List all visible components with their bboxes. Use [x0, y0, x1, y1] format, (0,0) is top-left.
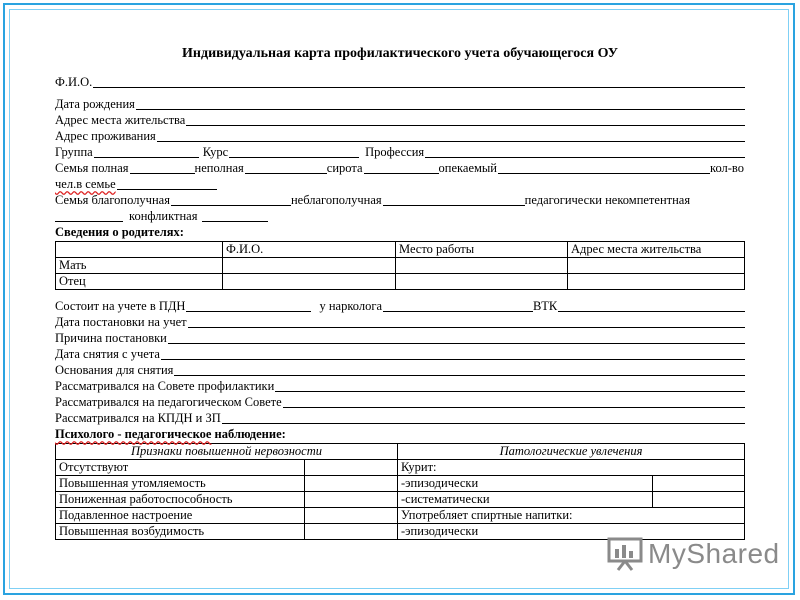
table-cell[interactable]	[223, 274, 396, 290]
conflict-row	[55, 208, 745, 224]
grounds-label: Основания для снятия	[55, 363, 174, 377]
birth-row	[55, 96, 745, 112]
date-reg-label: Дата постановки на учет	[55, 315, 187, 329]
table-cell[interactable]	[305, 492, 398, 508]
table-cell[interactable]	[396, 258, 568, 274]
reason-line[interactable]	[168, 331, 745, 344]
page-title: Индивидуальная карта профилактического учета обучающегося ОУ	[182, 46, 618, 61]
family-full-label: Семья полная	[55, 161, 129, 175]
watermark-logo	[606, 537, 780, 571]
pdn-line[interactable]	[186, 299, 311, 312]
profession-line[interactable]	[425, 145, 745, 158]
date-reg-row	[55, 314, 745, 330]
observation-table	[55, 443, 745, 540]
council-prev-line[interactable]	[275, 379, 745, 392]
date-reg-line[interactable]	[188, 315, 745, 328]
incompetent-label: педагогически некомпетентная	[524, 193, 691, 207]
table-cell: Повышенная утомляемость	[56, 476, 305, 492]
orphan-label: сирота	[326, 161, 363, 175]
course-label: Курс	[202, 145, 229, 159]
living-line[interactable]	[157, 129, 745, 142]
family-full-line[interactable]	[130, 161, 195, 174]
table-cell[interactable]	[305, 524, 398, 540]
fio-label: Ф.И.О.	[55, 75, 93, 89]
watermark-text: MyShared	[648, 538, 780, 569]
living-row	[55, 128, 745, 144]
persons-label: чел.в семье	[55, 177, 116, 191]
residence-label: Адрес места жительства	[55, 113, 186, 127]
table-cell[interactable]	[568, 258, 745, 274]
council-ped-line[interactable]	[283, 395, 745, 408]
table-cell: Отец	[56, 274, 223, 290]
conflict-label: конфликтная	[129, 209, 198, 223]
incompetent-line[interactable]	[55, 209, 123, 222]
residence-row	[55, 112, 745, 128]
observation-heading-b: наблюдение:	[211, 427, 286, 441]
table-cell: Подавленное настроение	[56, 508, 305, 524]
course-line[interactable]	[229, 145, 359, 158]
parents-heading-row	[55, 224, 745, 240]
narcologist-line[interactable]	[383, 299, 533, 312]
table-row	[56, 508, 745, 524]
table-cell: Повышенная возбудимость	[56, 524, 305, 540]
guardian-label: опекаемый	[438, 161, 497, 175]
date-removed-line[interactable]	[161, 347, 745, 360]
conflict-line[interactable]	[202, 209, 268, 222]
count-label: кол-во	[710, 161, 744, 175]
orphan-line[interactable]	[364, 161, 439, 174]
table-header: Адрес места жительства	[568, 242, 745, 258]
date-removed-label: Дата снятия с учета	[55, 347, 160, 361]
kdn-row	[55, 410, 745, 426]
residence-line[interactable]	[186, 113, 745, 126]
council-ped-label: Рассматривался на педагогическом Совете	[55, 395, 282, 409]
vtk-label: ВТК	[533, 299, 558, 313]
table-cell: Пониженная работоспособность	[56, 492, 305, 508]
table-cell: Курит:	[398, 460, 745, 476]
document	[55, 42, 745, 540]
fio-row	[55, 74, 745, 90]
group-line[interactable]	[94, 145, 199, 158]
reason-row	[55, 330, 745, 346]
parents-heading: Сведения о родителях:	[55, 225, 184, 239]
table-row	[56, 460, 745, 476]
pdn-row	[55, 298, 745, 314]
persons-row	[55, 176, 745, 192]
grounds-row	[55, 362, 745, 378]
family-row	[55, 160, 745, 176]
table-header: Патологические увлечения	[398, 444, 745, 460]
kdn-label: Рассматривался на КПДН и ЗП	[55, 411, 221, 425]
reason-label: Причина постановки	[55, 331, 167, 345]
pdn-label: Состоит на учете в ПДН	[55, 299, 186, 313]
table-row	[56, 258, 745, 274]
table-cell: Употребляет спиртные напитки:	[398, 508, 745, 524]
table-row	[56, 274, 745, 290]
table-cell[interactable]	[305, 476, 398, 492]
family-good-row	[55, 192, 745, 208]
council-prev-row	[55, 378, 745, 394]
family-good-line[interactable]	[171, 193, 291, 206]
birth-label: Дата рождения	[55, 97, 135, 111]
table-cell: Отсутствуют	[56, 460, 305, 476]
table-cell[interactable]	[223, 258, 396, 274]
table-cell[interactable]	[568, 274, 745, 290]
narcologist-label: у нарколога	[319, 299, 383, 313]
table-cell: -эпизодически	[398, 524, 745, 540]
kdn-line[interactable]	[222, 411, 745, 424]
observation-heading-row	[55, 426, 745, 442]
table-row	[56, 476, 745, 492]
observation-heading-a: Психолого - педагогическое	[55, 427, 212, 441]
table-header: Ф.И.О.	[223, 242, 396, 258]
table-cell: -эпизодически	[398, 476, 653, 492]
persons-line[interactable]	[117, 177, 217, 190]
birth-line[interactable]	[136, 97, 745, 110]
incomplete-line[interactable]	[245, 161, 327, 174]
guardian-line[interactable]	[498, 161, 710, 174]
table-row	[56, 242, 745, 258]
table-row	[56, 444, 745, 460]
parents-table	[55, 241, 745, 290]
table-cell: Мать	[56, 258, 223, 274]
dysfunctional-line[interactable]	[383, 193, 525, 206]
group-row	[55, 144, 745, 160]
table-row	[56, 492, 745, 508]
council-prev-label: Рассматривался на Совете профилактики	[55, 379, 275, 393]
vtk-line[interactable]	[558, 299, 745, 312]
profession-label: Профессия	[365, 145, 425, 159]
table-cell[interactable]	[653, 476, 745, 492]
fio-line[interactable]	[93, 75, 745, 88]
living-label: Адрес проживания	[55, 129, 156, 143]
table-cell[interactable]	[653, 492, 745, 508]
family-good-label: Семья благополучная	[55, 193, 170, 207]
table-cell[interactable]	[305, 460, 398, 476]
presentation-board-icon	[606, 537, 644, 571]
table-header: Место работы	[396, 242, 568, 258]
dysfunctional-label: неблагополучная	[290, 193, 382, 207]
table-cell[interactable]	[396, 274, 568, 290]
table-cell[interactable]	[305, 508, 398, 524]
date-removed-row	[55, 346, 745, 362]
grounds-line[interactable]	[174, 363, 745, 376]
incomplete-label: неполная	[194, 161, 244, 175]
group-label: Группа	[55, 145, 93, 159]
table-header: Признаки повышенной нервозности	[56, 444, 398, 460]
council-ped-row	[55, 394, 745, 410]
table-cell	[56, 242, 223, 258]
table-cell: -систематически	[398, 492, 653, 508]
